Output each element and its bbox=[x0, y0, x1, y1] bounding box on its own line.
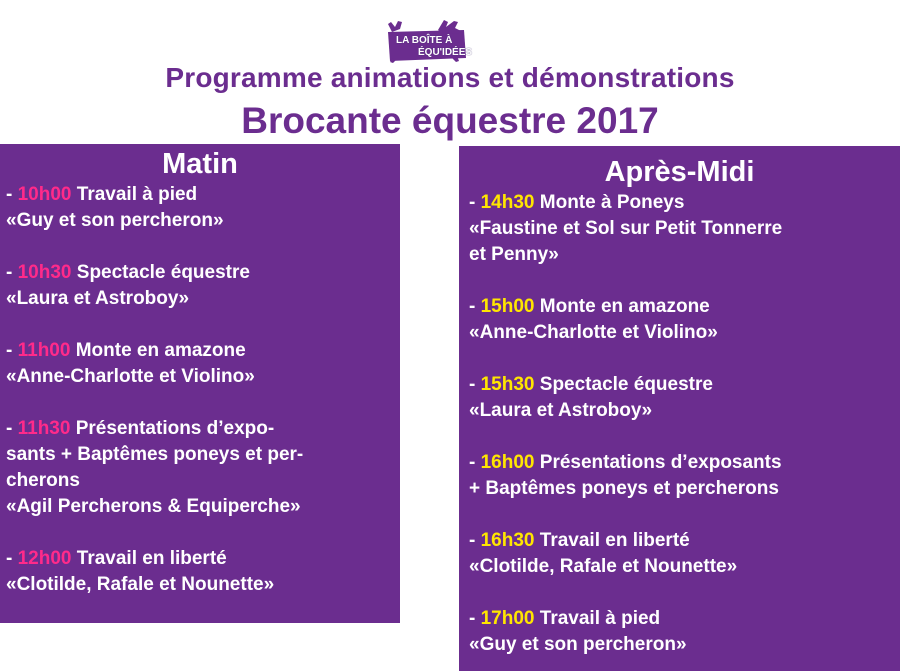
schedule-detail-line: cherons bbox=[6, 470, 80, 491]
schedule-activity: Travail en liberté bbox=[76, 548, 227, 569]
page-subtitle: Brocante équestre 2017 bbox=[241, 100, 659, 141]
schedule-performers: «Anne-Charlotte et Violino» bbox=[6, 366, 255, 387]
schedule-item: - 10h00 Travail à pied «Guy et son percheron» bbox=[6, 182, 400, 234]
schedule-performers: et Penny» bbox=[469, 244, 559, 265]
schedule-time: 15h00 bbox=[480, 296, 535, 317]
schedule-detail-line: sants + Baptêmes poneys et per- bbox=[6, 444, 304, 465]
afternoon-panel bbox=[459, 146, 900, 671]
schedule-performers: «Agil Percherons & Equiperche» bbox=[6, 496, 301, 517]
schedule-detail-line: + Baptêmes poneys et percherons bbox=[469, 478, 779, 499]
schedule-item: - 11h30 Présentations d’expo- sants + Baptêmes poneys et per- cherons «Agil Percherons & Equiperche» bbox=[6, 416, 400, 520]
schedule-performers: «Laura et Astroboy» bbox=[6, 288, 190, 309]
schedule-item: - 17h00 Travail à pied «Guy et son percheron» bbox=[469, 606, 900, 658]
schedule-performers: «Laura et Astroboy» bbox=[469, 400, 653, 421]
schedule-item: - 11h00 Monte en amazone «Anne-Charlotte et Violino» bbox=[6, 338, 400, 390]
schedule-item: - 12h00 Travail en liberté «Clotilde, Rafale et Nounette» bbox=[6, 546, 400, 598]
schedule-time: 12h00 bbox=[17, 548, 72, 569]
schedule-time: 11h30 bbox=[17, 418, 71, 439]
schedule-activity: Présentations d’exposants bbox=[539, 452, 782, 473]
schedule-time: 11h00 bbox=[17, 340, 71, 361]
schedule-activity: Spectacle équestre bbox=[539, 374, 713, 395]
page-title: Programme animations et démonstrations bbox=[165, 62, 735, 93]
logo-text-line2: ÉQU'IDÉES bbox=[418, 47, 473, 58]
schedule-performers: «Clotilde, Rafale et Nounette» bbox=[6, 574, 275, 595]
schedule-item: - 15h30 Spectacle équestre «Laura et Astroboy» bbox=[469, 372, 900, 424]
afternoon-heading: Après-Midi bbox=[604, 156, 755, 188]
schedule-performers: «Faustine et Sol sur Petit Tonnerre bbox=[469, 218, 783, 239]
schedule-item: - 10h30 Spectacle équestre «Laura et Astroboy» bbox=[6, 260, 400, 312]
morning-panel bbox=[0, 144, 400, 623]
schedule-time: 10h30 bbox=[17, 262, 72, 283]
schedule-activity: Monte à Poneys bbox=[539, 192, 685, 213]
schedule-time: 14h30 bbox=[480, 192, 535, 213]
schedule-item: - 14h30 Monte à Poneys «Faustine et Sol sur Petit Tonnerre et Penny» bbox=[469, 190, 900, 268]
schedule-activity: Monte en amazone bbox=[75, 340, 246, 361]
schedule-activity: Présentations d’expo- bbox=[75, 418, 275, 439]
schedule-time: 16h30 bbox=[480, 530, 535, 551]
schedule-performers: «Clotilde, Rafale et Nounette» bbox=[469, 556, 738, 577]
logo bbox=[378, 14, 474, 64]
schedule-performers: «Anne-Charlotte et Violino» bbox=[469, 322, 718, 343]
logo-text-line1: LA BOÎTE À bbox=[396, 35, 453, 46]
schedule-time: 16h00 bbox=[480, 452, 535, 473]
schedule-time: 15h30 bbox=[480, 374, 535, 395]
schedule-activity: Travail à pied bbox=[76, 184, 198, 205]
schedule-activity: Spectacle équestre bbox=[76, 262, 250, 283]
schedule-activity: Travail en liberté bbox=[539, 530, 690, 551]
morning-heading: Matin bbox=[162, 148, 238, 180]
schedule-activity: Monte en amazone bbox=[539, 296, 710, 317]
schedule-item: - 16h00 Présentations d’exposants + Baptêmes poneys et percherons bbox=[469, 450, 900, 502]
afternoon-schedule-list bbox=[469, 190, 900, 658]
schedule-performers: «Guy et son percheron» bbox=[469, 634, 687, 655]
schedule-performers: «Guy et son percheron» bbox=[6, 210, 224, 231]
schedule-time: 10h00 bbox=[17, 184, 72, 205]
schedule-item: - 16h30 Travail en liberté «Clotilde, Rafale et Nounette» bbox=[469, 528, 900, 580]
schedule-item: - 15h00 Monte en amazone «Anne-Charlotte et Violino» bbox=[469, 294, 900, 346]
schedule-activity: Travail à pied bbox=[539, 608, 661, 629]
morning-schedule-list bbox=[6, 182, 400, 598]
schedule-time: 17h00 bbox=[480, 608, 535, 629]
